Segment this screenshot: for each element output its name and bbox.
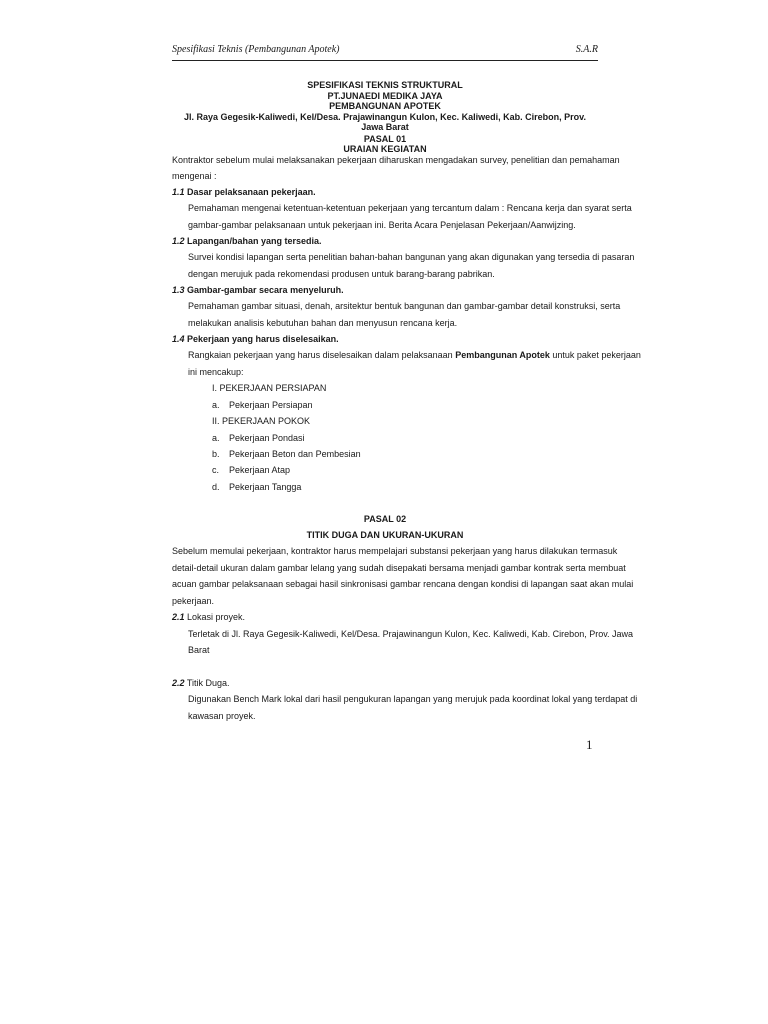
work-item <box>212 400 220 411</box>
work-item-text: Pekerjaan Pondasi <box>229 433 305 443</box>
section-1-4-line-1 <box>188 350 641 361</box>
section-1-4-heading <box>172 334 339 345</box>
section-1-4-number: 1.4 <box>172 334 185 344</box>
pasal-1-heading: PASAL 01 <box>363 134 407 144</box>
section-1-2-line-2: dengan merujuk pada rekomendasi produsen untuk barang-barang pabrikan. <box>188 269 495 279</box>
section-1-3-title: Gambar-gambar secara menyeluruh. <box>184 285 344 295</box>
work-group-2-title: II. PEKERJAAN POKOK <box>212 416 311 426</box>
section-2-2-number: 2.2 <box>172 678 185 688</box>
work-item-letter: a. <box>212 433 220 443</box>
section-2-1-heading <box>172 612 245 623</box>
title-address: Jl. Raya Gegesik-Kaliwedi, Kel/Desa. Prajawinangun Kulon, Kec. Kaliwedi, Kab. Cirebon, Prov. Jawa Barat <box>184 111 586 132</box>
section-1-1-line-1: Pemahaman mengenai ketentuan-ketentuan pekerjaan yang tercantum dalam : Rencana kerja dan syarat serta <box>188 203 632 213</box>
section-1-4-text-a: Rangkaian pekerjaan yang harus diselesaikan dalam pelaksanaan <box>188 350 456 360</box>
section-2-2-line-1: Digunakan Bench Mark lokal dari hasil pengukuran lapangan yang merujuk pada koordinat lokal yang terdapat di <box>188 694 638 704</box>
section-1-2-number: 1.2 <box>172 236 185 246</box>
work-item-text: Pekerjaan Atap <box>229 465 291 475</box>
section-1-1-line-2: gambar-gambar pelaksanaan untuk pekerjaan ini. Berita Acara Penjelasan Pekerjaan/Aanwijzing. <box>188 220 576 230</box>
work-item-letter: c. <box>212 465 220 475</box>
section-1-4-line-2: ini mencakup: <box>188 367 244 377</box>
work-group-1-title: I. PEKERJAAN PERSIAPAN <box>212 383 327 393</box>
header-initials: S.A.R <box>575 44 598 55</box>
work-item-letter: a. <box>212 400 220 410</box>
section-1-2-line-1: Survei kondisi lapangan serta penelitian bahan-bahan bangunan yang akan digunakan yang tersedia di pasaran <box>188 252 635 262</box>
work-item-text: Pekerjaan Persiapan <box>229 400 313 410</box>
work-item-text: Pekerjaan Beton dan Pembesian <box>229 449 361 459</box>
section-1-3-heading <box>172 285 344 296</box>
work-item-letter: b. <box>212 449 220 459</box>
title-line-1: SPESIFIKASI TEKNIS STRUKTURAL <box>307 80 463 90</box>
pasal-2-heading: PASAL 02 <box>363 514 407 524</box>
project-name: Pembangunan Apotek <box>455 350 550 360</box>
section-1-1-heading <box>172 187 316 198</box>
pasal-2-subheading: TITIK DUGA DAN UKURAN-UKURAN <box>306 530 464 540</box>
page-number: 1 <box>586 737 593 752</box>
section-2-1-title: Lokasi proyek. <box>184 612 246 622</box>
section-1-2-heading <box>172 236 322 247</box>
section-1-1-title: Dasar pelaksanaan pekerjaan. <box>184 187 316 197</box>
section-2-1-line-2: Barat <box>188 645 210 655</box>
section-1-2-title: Lapangan/bahan yang tersedia. <box>184 236 322 246</box>
pasal-1-subheading: URAIAN KEGIATAN <box>343 144 427 154</box>
pasal-2-line-2: detail-detail ukuran dalam gambar lelang yang sudah disepakati bersama menjadi gambar kontrak serta membuat <box>172 563 626 573</box>
document-title-block <box>172 80 598 133</box>
section-2-1-number: 2.1 <box>172 612 185 622</box>
pasal-2-line-1: Sebelum memulai pekerjaan, kontraktor harus mempelajari substansi pekerjaan yang harus dilakukan termasuk <box>172 546 618 556</box>
pasal-2-line-4: pekerjaan. <box>172 596 215 606</box>
section-2-1-line-1: Terletak di Jl. Raya Gegesik-Kaliwedi, Kel/Desa. Prajawinangun Kulon, Kec. Kaliwedi, Kab. Cirebon, Prov. Jawa <box>188 629 634 639</box>
section-1-3-line-1: Pemahaman gambar situasi, denah, arsitektur bentuk bangunan dan gambar-gambar detail konstruksi, serta <box>188 301 621 311</box>
work-item-letter: d. <box>212 482 220 492</box>
section-2-2-heading <box>172 678 230 689</box>
section-1-3-number: 1.3 <box>172 285 185 295</box>
pasal-2-line-3: acuan gambar pelaksanaan sebagai hasil sinkronisasi gambar rencana dengan kondisi di lapangan saat akan mulai <box>172 579 634 589</box>
section-2-2-line-2: kawasan proyek. <box>188 711 256 721</box>
header-title: Spesifikasi Teknis (Pembangunan Apotek) <box>172 44 340 55</box>
section-1-1-number: 1.1 <box>172 187 185 197</box>
pasal-1-intro-line-1: Kontraktor sebelum mulai melaksanakan pekerjaan diharuskan mengadakan survey, penelitian dan pemahaman <box>172 155 620 165</box>
title-line-3: PEMBANGUNAN APOTEK <box>329 101 441 111</box>
section-1-3-line-2: melakukan analisis kebutuhan bahan dan menyusun rencana kerja. <box>188 318 458 328</box>
section-2-2-title: Titik Duga. <box>184 678 230 688</box>
section-1-4-title: Pekerjaan yang harus diselesaikan. <box>184 334 339 344</box>
pasal-1-intro-line-2: mengenai : <box>172 171 217 181</box>
running-header <box>172 44 598 61</box>
work-item-text: Pekerjaan Tangga <box>229 482 302 492</box>
title-line-2: PT.JUNAEDI MEDIKA JAYA <box>327 90 443 101</box>
section-1-4-text-c: untuk paket pekerjaan <box>549 350 641 360</box>
